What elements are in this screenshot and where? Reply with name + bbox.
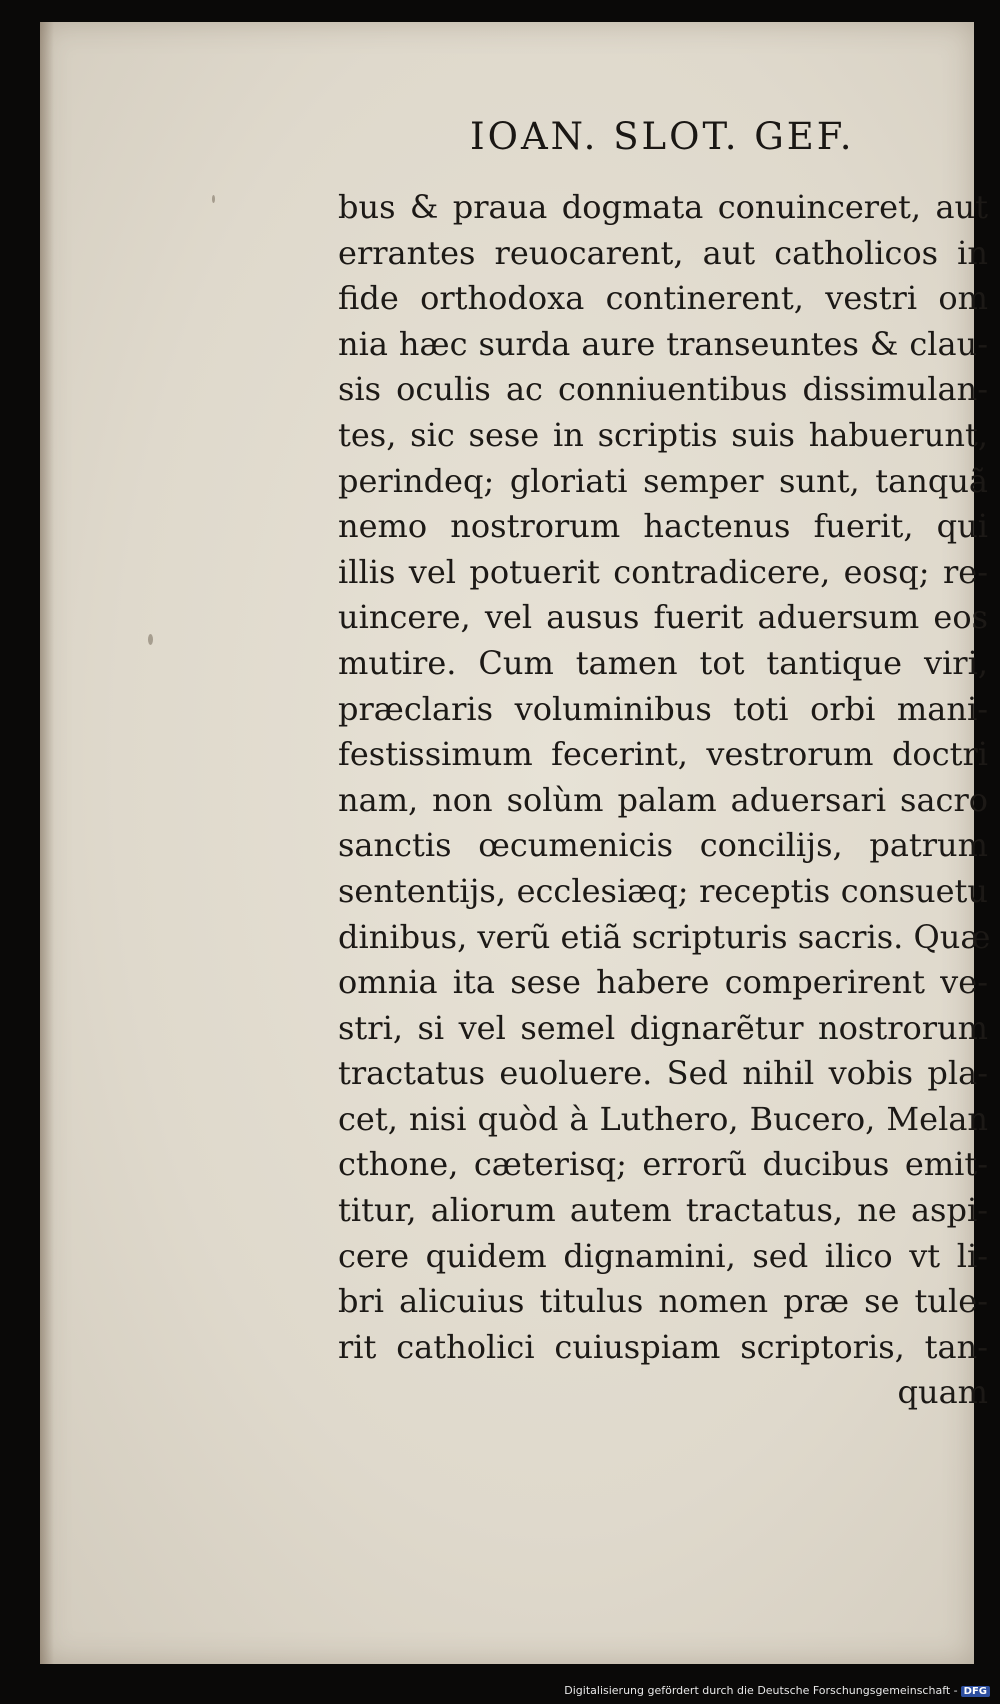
text-line: errantes reuocarent, aut catholicos in: [338, 233, 988, 272]
text-line: festissimum fecerint, vestrorum doctri: [338, 735, 988, 774]
text-line: mutire. Cum tamen tot tantique viri,: [338, 643, 988, 682]
text-line: titur, aliorum autem tractatus, ne aspi-: [338, 1191, 988, 1230]
text-line: illis vel potuerit contradicere, eosq; re-: [338, 552, 988, 591]
text-line: rit catholici cuiuspiam scriptoris, tan-: [338, 1327, 988, 1366]
catchword: quam: [897, 1373, 988, 1412]
text-line: tractatus euoluere. Sed nihil vobis pla-: [338, 1054, 988, 1093]
ink-speck: [212, 195, 215, 203]
text-line: uincere, vel ausus fuerit aduersum eos: [338, 598, 988, 637]
book-page: [40, 22, 991, 1664]
text-line: bri alicuius titulus nomen præ se tule-: [338, 1282, 988, 1321]
text-line: perindeq; gloriati semper sunt, tanquã: [338, 461, 988, 500]
text-line: sis oculis ac conniuentibus dissimulan-: [338, 370, 988, 409]
text-line: dinibus, verũ etiã scripturis sacris. Quæ: [338, 917, 991, 956]
text-line: bus & praua dogmata conuinceret, aut: [338, 188, 988, 226]
text-line: sanctis œcumenicis concilijs, patrum: [338, 826, 988, 865]
ink-speck: [148, 634, 153, 645]
text-line: nam, non solùm palam aduersari sacro: [338, 780, 988, 819]
dfg-logo: DFG: [961, 1686, 990, 1697]
text-line: sententijs, ecclesiæq; receptis consuetu: [338, 871, 988, 910]
text-line: fide orthodoxa continerent, vestri om: [338, 279, 988, 318]
body-text: [338, 185, 991, 1416]
text-line: stri, si vel semel dignarẽtur nostrorum: [338, 1008, 988, 1047]
text-line: præclaris voluminibus toti orbi mani-: [338, 689, 988, 728]
text-line: cet, nisi quòd à Luthero, Bucero, Melan: [338, 1099, 988, 1138]
text-line: cthone, cæterisq; errorũ ducibus emit-: [338, 1145, 988, 1184]
text-line: tes, sic sese in scriptis suis habuerunt,: [338, 415, 988, 454]
credit-text: Digitalisierung gefördert durch die Deutsche Forschungsgemeinschaft -: [564, 1684, 958, 1697]
text-line: nemo nostrorum hactenus fuerit, qui: [338, 507, 988, 546]
page-edge-shadow: [40, 22, 54, 1664]
text-line: omnia ita sese habere comperirent ve-: [338, 963, 988, 1002]
digitization-credit: [564, 1684, 990, 1697]
text-line: nia hæc surda aure transeuntes & clau-: [338, 324, 988, 363]
text-line: cere quidem dignamini, sed ilico vt li-: [338, 1236, 988, 1275]
running-head: IOAN. SLOT. GEF.: [470, 115, 855, 158]
